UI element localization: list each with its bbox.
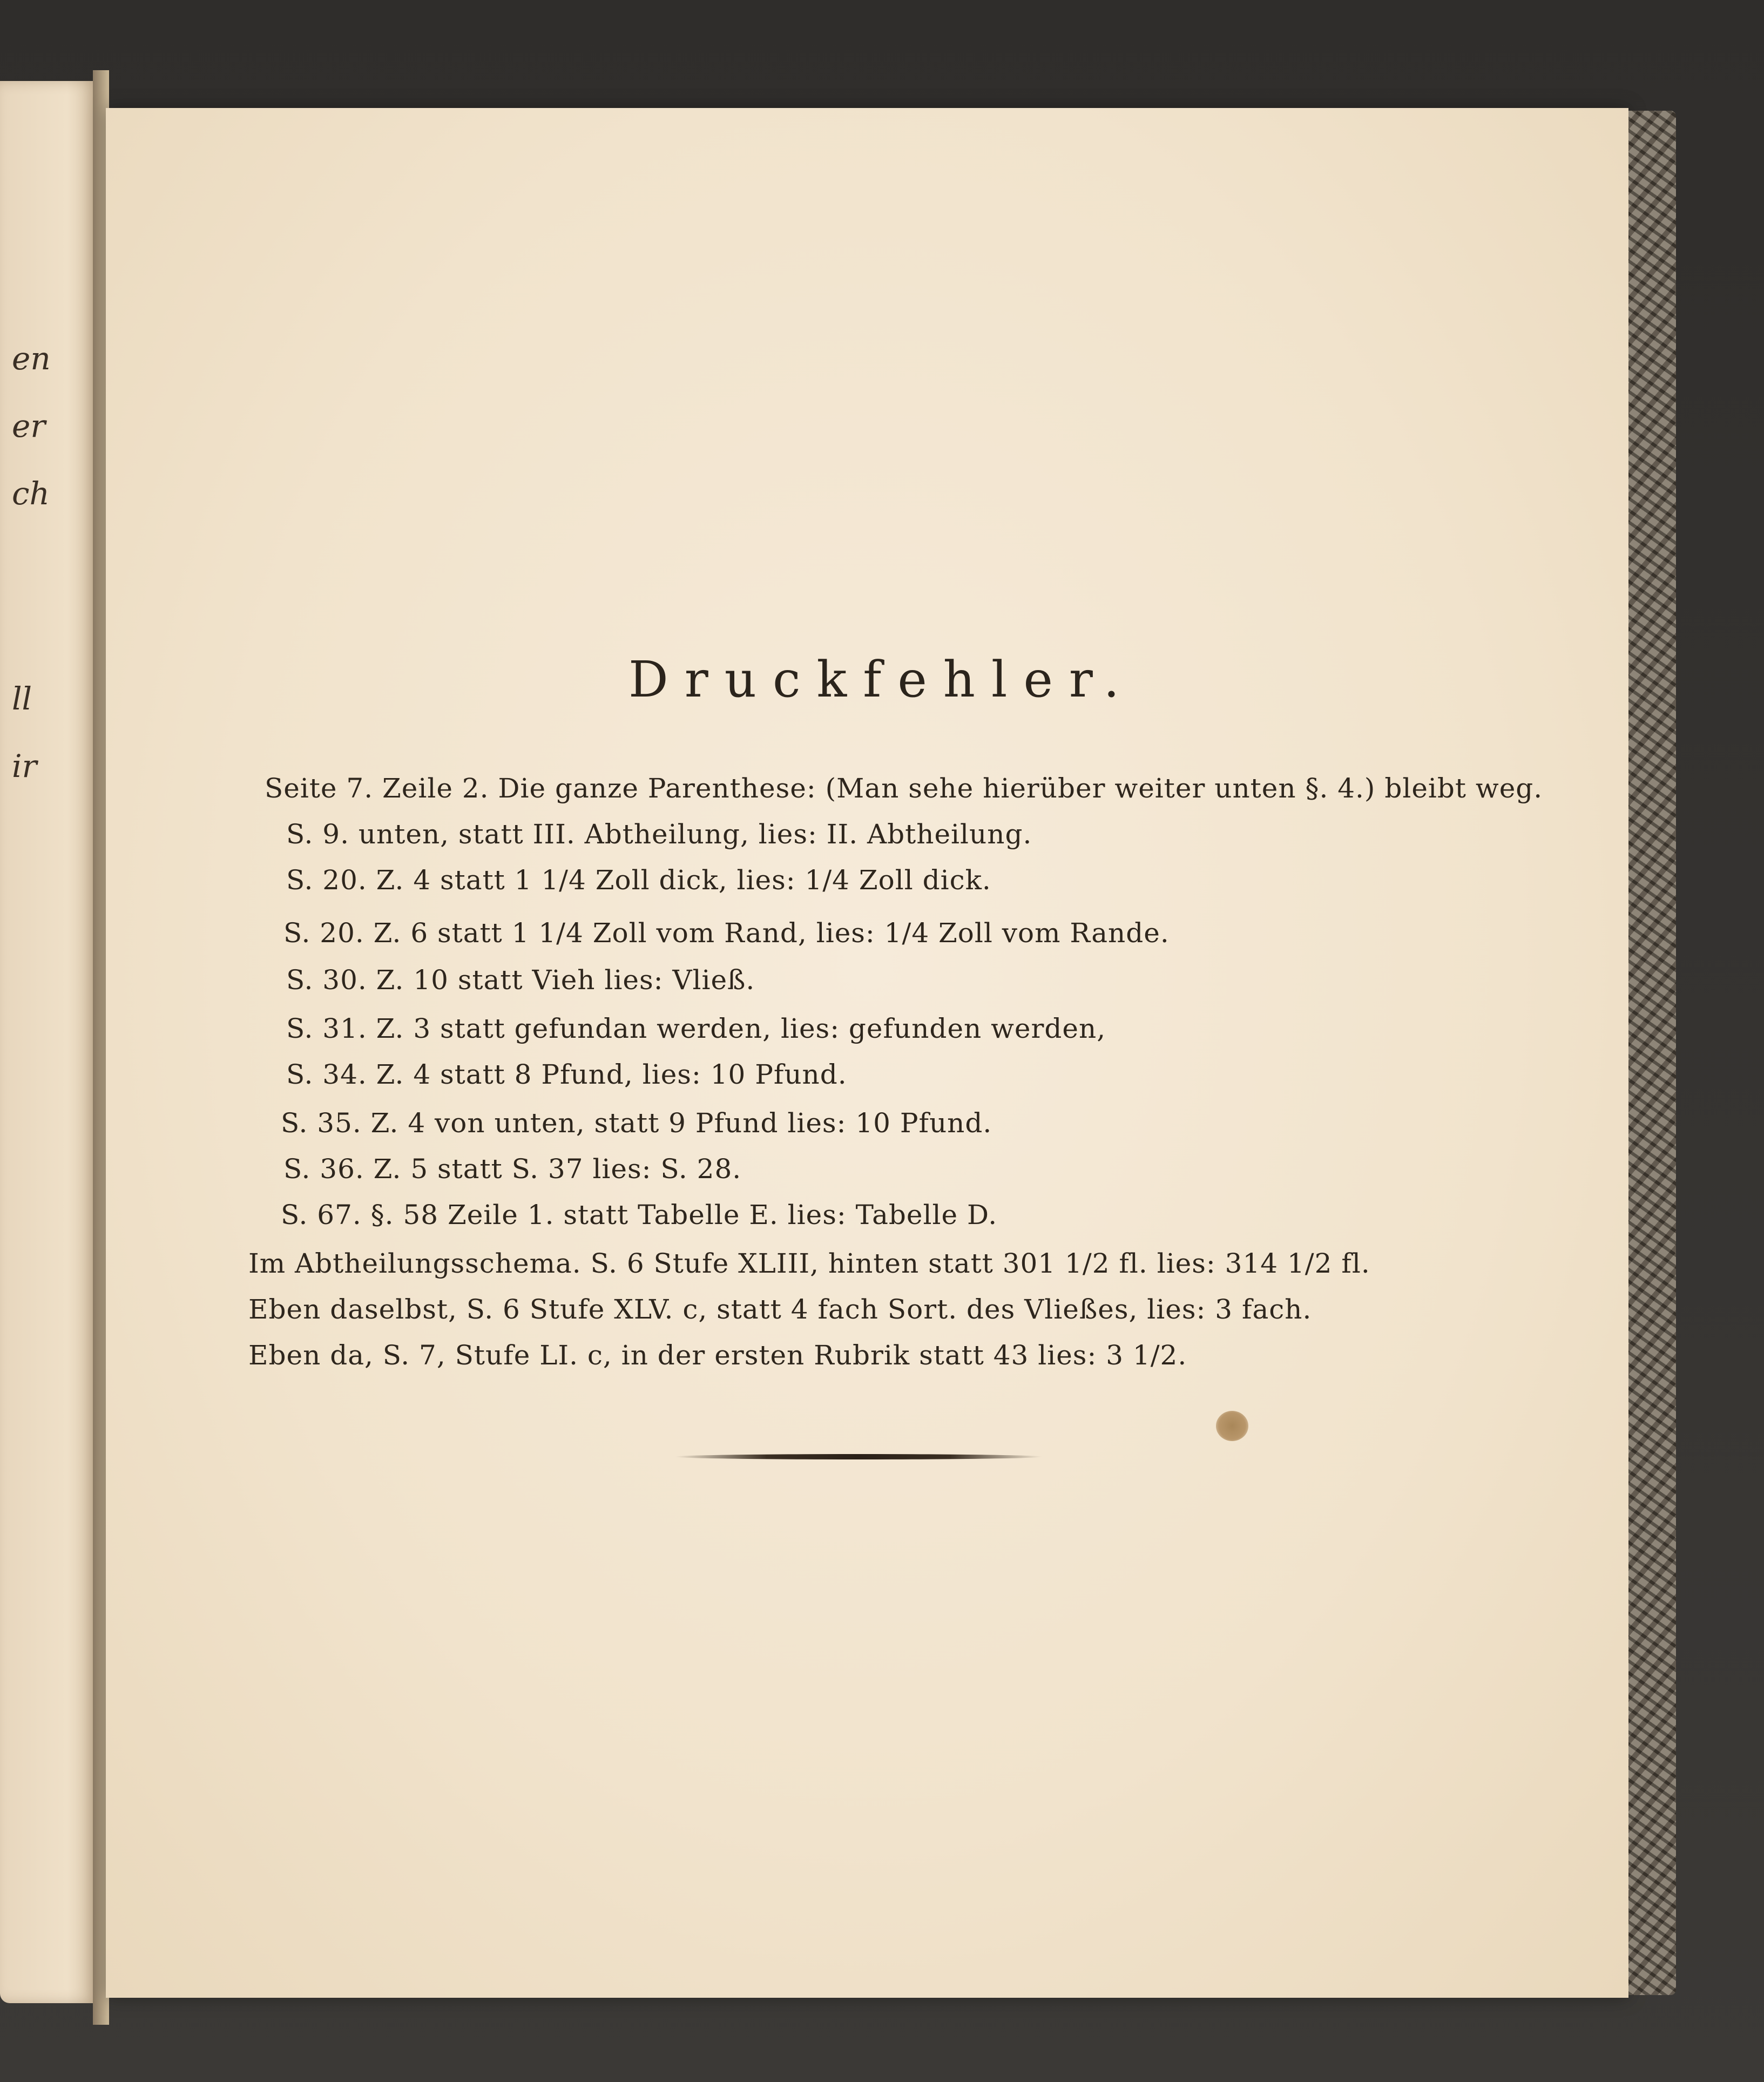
- errata-entry: S. 20. Z. 6 statt 1 1/4 Zoll vom Rand, lies: 1/4 Zoll vom Rande.: [283, 917, 1170, 949]
- left-page-fragment: ch: [12, 475, 50, 512]
- errata-entry: S. 36. Z. 5 statt S. 37 lies: S. 28.: [283, 1153, 742, 1185]
- errata-entry: Eben daselbst, S. 6 Stufe XLV. c, statt 4 fach Sort. des Vließes, lies: 3 fach.: [248, 1294, 1312, 1325]
- marbled-cover-edge: [1628, 111, 1676, 1995]
- errata-entry: S. 20. Z. 4 statt 1 1/4 Zoll dick, lies: 1/4 Zoll dick.: [286, 864, 991, 896]
- page-heading: Druckfehler.: [628, 651, 1136, 708]
- errata-entry: S. 30. Z. 10 statt Vieh lies: Vließ.: [286, 964, 755, 996]
- errata-entry: S. 31. Z. 3 statt gefundan werden, lies: gefunden werden,: [286, 1013, 1106, 1044]
- errata-entry: Eben da, S. 7, Stufe LI. c, in der ersten Rubrik statt 43 lies: 3 1/2.: [248, 1340, 1187, 1371]
- left-page-fragment: er: [12, 408, 46, 444]
- left-page-fragment: en: [12, 340, 51, 377]
- book-page: [106, 108, 1628, 1998]
- ornamental-rule: [675, 1454, 1042, 1459]
- errata-entry: Seite 7. Zeile 2. Die ganze Parenthese: (Man sehe hierüber weiter unten §. 4.) bleibt weg.: [265, 773, 1543, 804]
- errata-entry: S. 35. Z. 4 von unten, statt 9 Pfund lies: 10 Pfund.: [281, 1107, 992, 1139]
- left-page-fragment: ll: [12, 680, 32, 717]
- errata-entry: S. 34. Z. 4 statt 8 Pfund, lies: 10 Pfund.: [286, 1059, 847, 1090]
- left-page-fragment: ir: [12, 748, 37, 785]
- paper-stain: [1216, 1411, 1248, 1441]
- errata-entry: Im Abtheilungsschema. S. 6 Stufe XLIII, hinten statt 301 1/2 fl. lies: 314 1/2 fl.: [248, 1248, 1370, 1279]
- left-page-edge: [0, 81, 96, 2003]
- errata-entry: S. 9. unten, statt III. Abtheilung, lies: II. Abtheilung.: [286, 819, 1032, 850]
- errata-entry: S. 67. §. 58 Zeile 1. statt Tabelle E. lies: Tabelle D.: [281, 1199, 998, 1231]
